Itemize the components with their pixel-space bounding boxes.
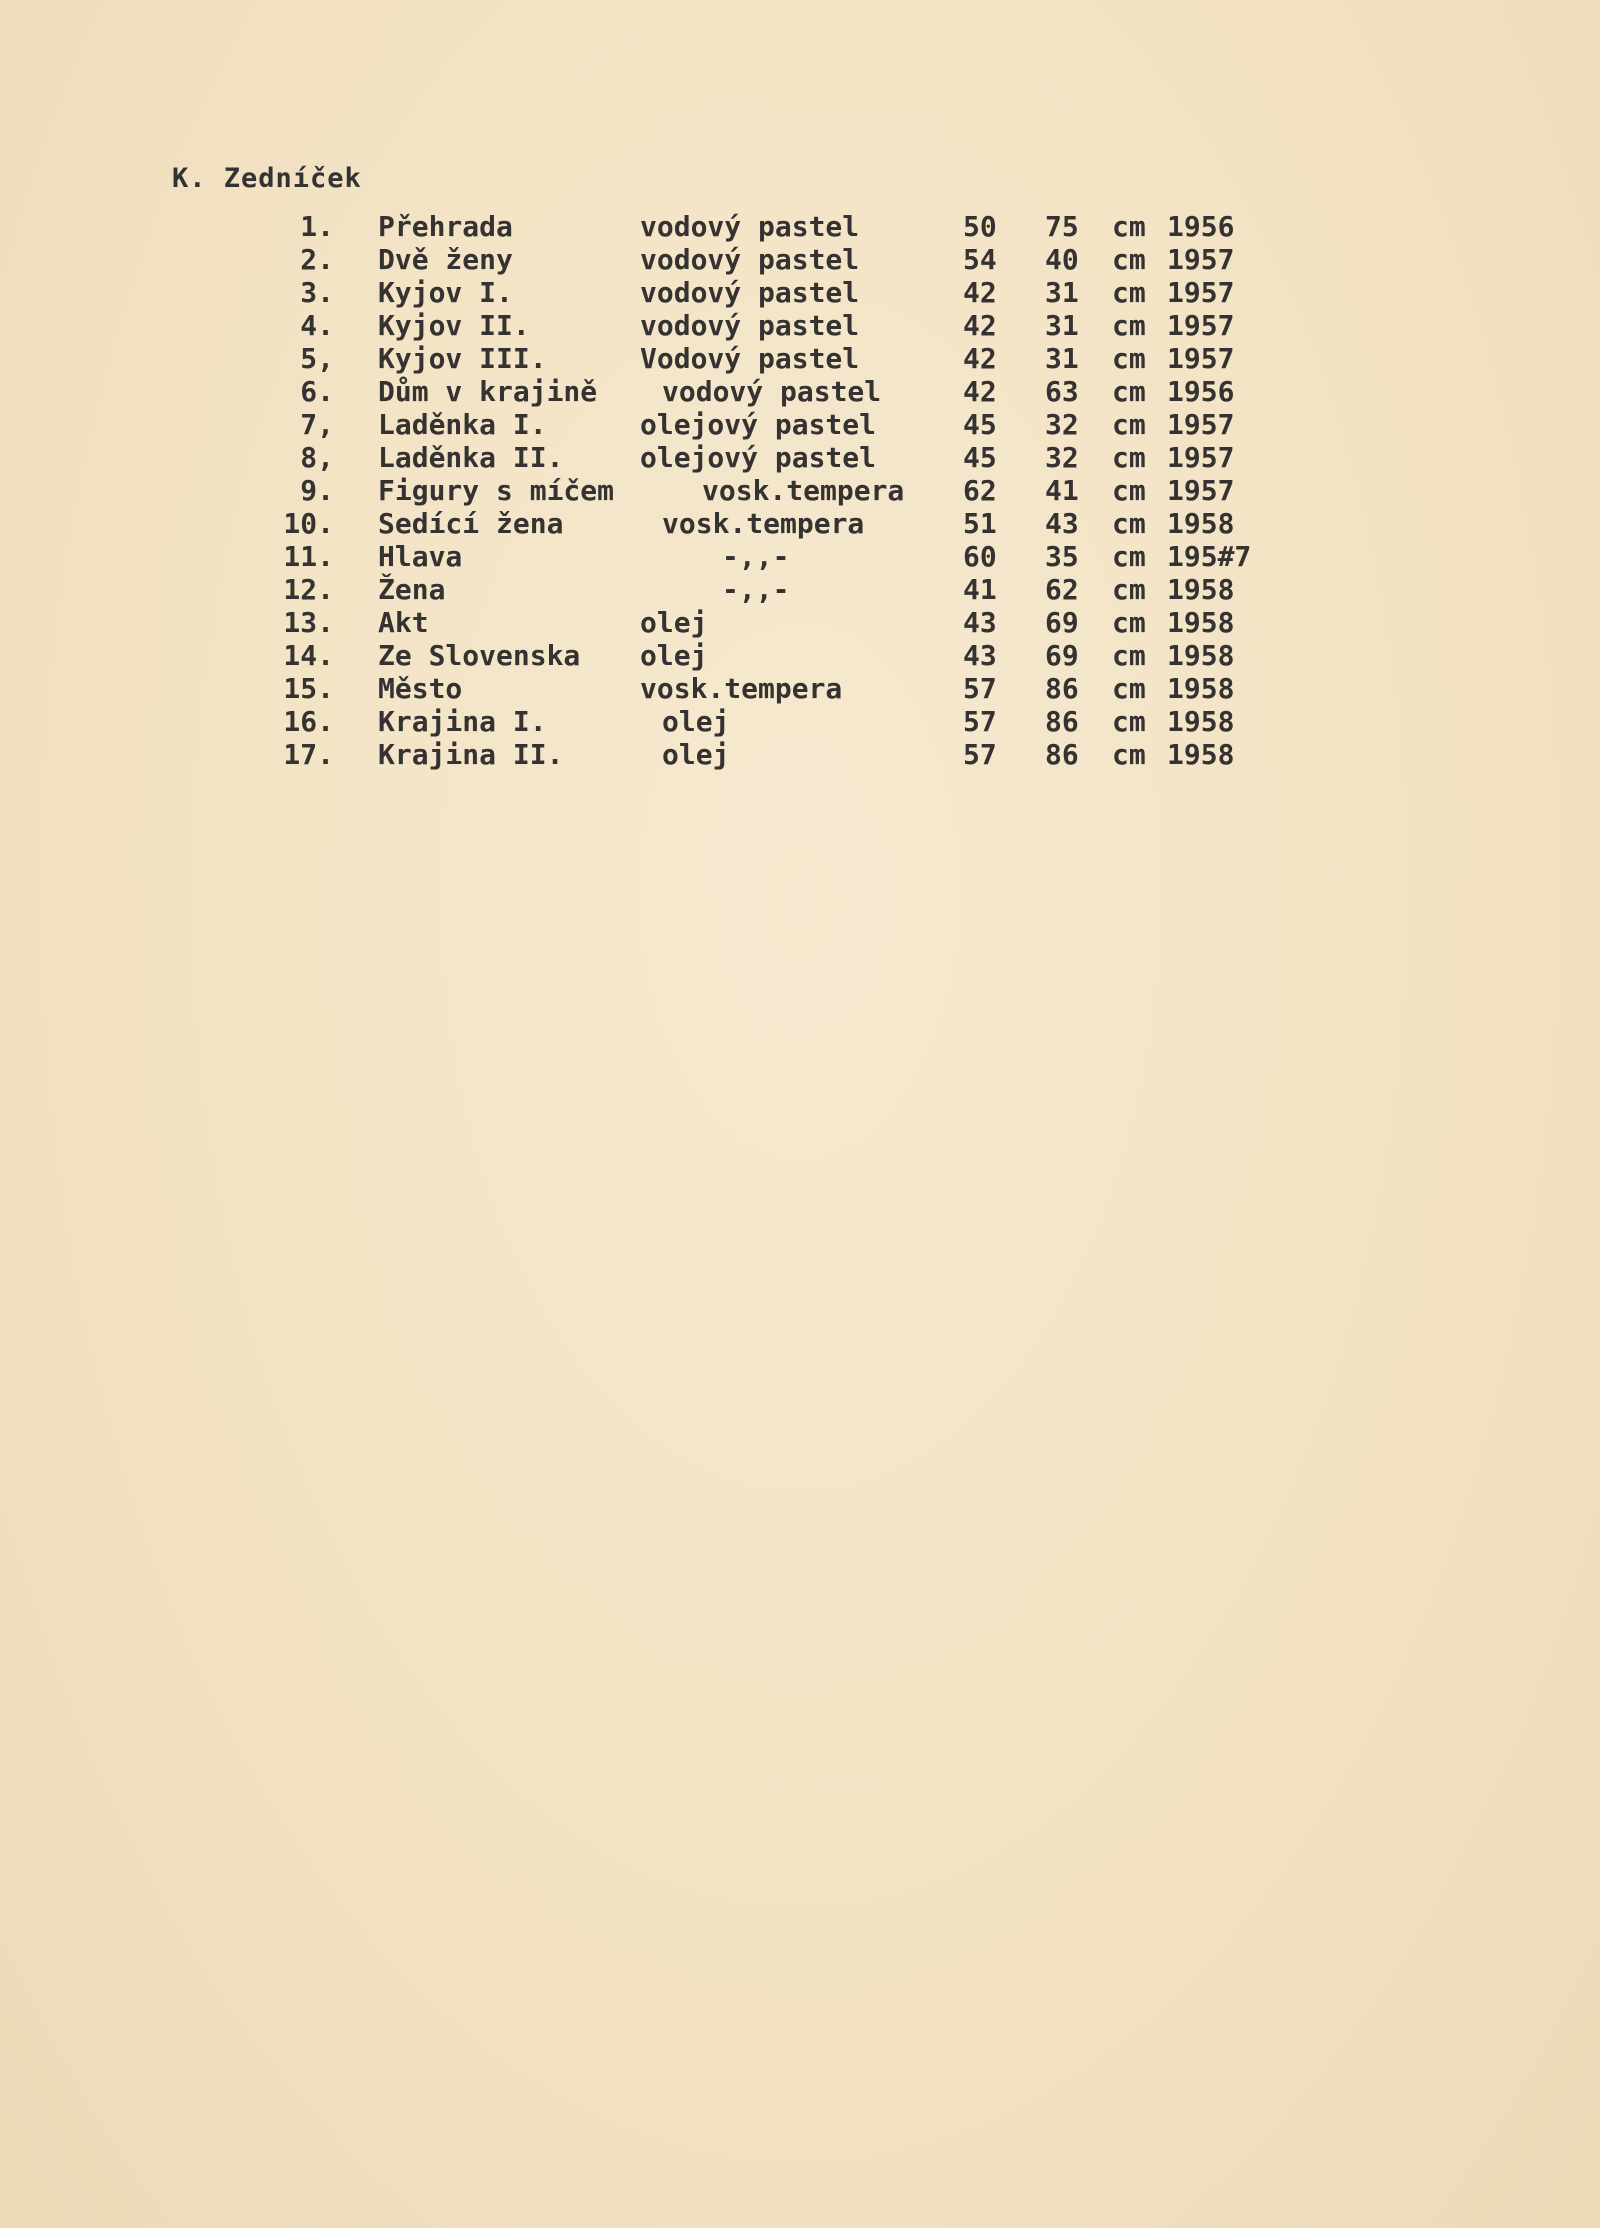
item-width: 57 — [963, 705, 997, 738]
item-unit: cm — [1112, 672, 1146, 705]
item-width: 62 — [963, 474, 997, 507]
item-technique: vodový pastel — [640, 210, 860, 243]
item-year: 1956 — [1167, 375, 1235, 408]
item-width: 42 — [963, 375, 997, 408]
item-technique: vodový pastel — [640, 276, 860, 309]
item-number: 12. — [283, 573, 334, 606]
item-year: 1958 — [1167, 672, 1235, 705]
item-technique: olej — [662, 705, 730, 738]
item-unit: cm — [1112, 606, 1146, 639]
item-technique: olej — [662, 738, 730, 771]
list-item — [0, 408, 1600, 441]
item-unit: cm — [1112, 639, 1146, 672]
item-height: 63 — [1045, 375, 1079, 408]
item-unit: cm — [1112, 408, 1146, 441]
item-year: 1957 — [1167, 441, 1235, 474]
item-number: 9. — [300, 474, 334, 507]
item-technique: olej — [640, 606, 708, 639]
item-technique: vodový pastel — [662, 375, 882, 408]
item-title: Sedící žena — [378, 507, 564, 540]
item-height: 35 — [1045, 540, 1079, 573]
list-item — [0, 738, 1600, 771]
item-technique: olej — [640, 639, 708, 672]
item-year: 1957 — [1167, 276, 1235, 309]
list-item — [0, 573, 1600, 606]
item-title: Přehrada — [378, 210, 513, 243]
item-title: Dvě ženy — [378, 243, 513, 276]
item-width: 60 — [963, 540, 997, 573]
item-height: 75 — [1045, 210, 1079, 243]
item-unit: cm — [1112, 342, 1146, 375]
item-title: Dům v krajině — [378, 375, 598, 408]
item-width: 45 — [963, 441, 997, 474]
item-width: 42 — [963, 342, 997, 375]
item-title: Kyjov III. — [378, 342, 547, 375]
item-number: 5, — [300, 342, 334, 375]
item-year: 1958 — [1167, 606, 1235, 639]
item-unit: cm — [1112, 375, 1146, 408]
list-item — [0, 375, 1600, 408]
item-technique: olejový pastel — [640, 408, 877, 441]
item-number: 11. — [283, 540, 334, 573]
list-item — [0, 243, 1600, 276]
item-unit: cm — [1112, 243, 1146, 276]
item-number: 14. — [283, 639, 334, 672]
item-width: 41 — [963, 573, 997, 606]
item-width: 51 — [963, 507, 997, 540]
item-height: 69 — [1045, 606, 1079, 639]
item-title: Figury s míčem — [378, 474, 615, 507]
item-year: 1957 — [1167, 243, 1235, 276]
item-number: 13. — [283, 606, 334, 639]
item-number: 3. — [300, 276, 334, 309]
item-width: 43 — [963, 606, 997, 639]
item-title: Ze Slovenska — [378, 639, 581, 672]
item-height: 62 — [1045, 573, 1079, 606]
list-item — [0, 276, 1600, 309]
item-number: 2. — [300, 243, 334, 276]
item-number: 7, — [300, 408, 334, 441]
item-number: 6. — [300, 375, 334, 408]
item-width: 42 — [963, 309, 997, 342]
item-title: Hlava — [378, 540, 463, 573]
item-technique: vosk.tempera — [662, 507, 865, 540]
item-unit: cm — [1112, 573, 1146, 606]
item-year: 1958 — [1167, 738, 1235, 771]
list-item — [0, 606, 1600, 639]
list-item — [0, 441, 1600, 474]
item-width: 43 — [963, 639, 997, 672]
item-year: 1958 — [1167, 507, 1235, 540]
item-unit: cm — [1112, 738, 1146, 771]
item-technique: Vodový pastel — [640, 342, 860, 375]
list-item — [0, 342, 1600, 375]
list-item — [0, 540, 1600, 573]
item-year: 1956 — [1167, 210, 1235, 243]
item-number: 10. — [283, 507, 334, 540]
item-title: Krajina I. — [378, 705, 547, 738]
item-height: 31 — [1045, 276, 1079, 309]
item-title: Akt — [378, 606, 429, 639]
item-title: Kyjov II. — [378, 309, 530, 342]
item-year: 1957 — [1167, 408, 1235, 441]
item-height: 31 — [1045, 309, 1079, 342]
item-technique: vodový pastel — [640, 309, 860, 342]
item-number: 17. — [283, 738, 334, 771]
item-technique: -,,- — [722, 573, 790, 606]
item-number: 15. — [283, 672, 334, 705]
item-unit: cm — [1112, 705, 1146, 738]
item-height: 43 — [1045, 507, 1079, 540]
item-height: 41 — [1045, 474, 1079, 507]
item-year: 1957 — [1167, 474, 1235, 507]
item-number: 8, — [300, 441, 334, 474]
item-technique: vosk.tempera — [702, 474, 905, 507]
item-year: 1958 — [1167, 573, 1235, 606]
item-height: 32 — [1045, 441, 1079, 474]
item-height: 31 — [1045, 342, 1079, 375]
item-unit: cm — [1112, 474, 1146, 507]
item-technique: olejový pastel — [640, 441, 877, 474]
item-technique: vodový pastel — [640, 243, 860, 276]
item-title: Laděnka I. — [378, 408, 547, 441]
item-unit: cm — [1112, 276, 1146, 309]
item-title: Kyjov I. — [378, 276, 513, 309]
item-title: Město — [378, 672, 463, 705]
item-height: 86 — [1045, 705, 1079, 738]
item-unit: cm — [1112, 210, 1146, 243]
item-unit: cm — [1112, 507, 1146, 540]
item-title: Krajina II. — [378, 738, 564, 771]
item-unit: cm — [1112, 441, 1146, 474]
item-technique: -,,- — [722, 540, 790, 573]
item-technique: vosk.tempera — [640, 672, 843, 705]
item-year: 1957 — [1167, 309, 1235, 342]
item-width: 42 — [963, 276, 997, 309]
item-width: 50 — [963, 210, 997, 243]
list-item — [0, 474, 1600, 507]
item-height: 86 — [1045, 738, 1079, 771]
item-number: 16. — [283, 705, 334, 738]
item-height: 32 — [1045, 408, 1079, 441]
author-heading: K. Zedníček — [172, 163, 362, 194]
item-height: 40 — [1045, 243, 1079, 276]
list-item — [0, 507, 1600, 540]
item-title: Laděnka II. — [378, 441, 564, 474]
item-year: 1958 — [1167, 639, 1235, 672]
list-item — [0, 210, 1600, 243]
item-unit: cm — [1112, 540, 1146, 573]
item-title: Žena — [378, 573, 446, 606]
item-year: 1958 — [1167, 705, 1235, 738]
item-number: 4. — [300, 309, 334, 342]
list-item — [0, 672, 1600, 705]
list-item — [0, 639, 1600, 672]
item-height: 86 — [1045, 672, 1079, 705]
list-item — [0, 309, 1600, 342]
item-height: 69 — [1045, 639, 1079, 672]
item-number: 1. — [300, 210, 334, 243]
works-list — [0, 210, 1600, 771]
item-year: 1957 — [1167, 342, 1235, 375]
item-unit: cm — [1112, 309, 1146, 342]
item-width: 54 — [963, 243, 997, 276]
item-year: 195#7 — [1167, 540, 1252, 573]
item-width: 57 — [963, 672, 997, 705]
list-item — [0, 705, 1600, 738]
item-width: 57 — [963, 738, 997, 771]
item-width: 45 — [963, 408, 997, 441]
